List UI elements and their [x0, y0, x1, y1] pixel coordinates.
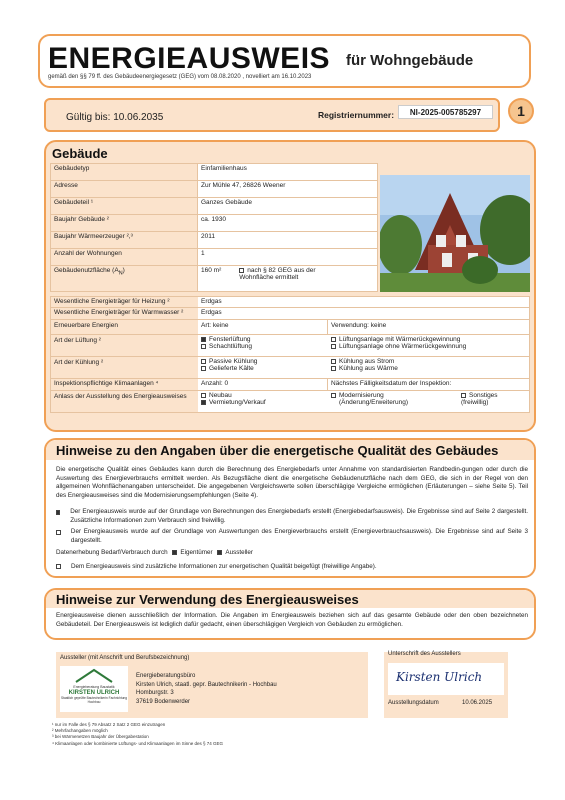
water-label: Wesentliche Energieträger für Warmwasser ² — [51, 308, 198, 319]
cool-option: Kühlung aus Strom — [339, 358, 395, 365]
vent-label: Art der Lüftung ² — [51, 335, 198, 356]
cool-col1 — [198, 357, 328, 378]
vent-option: Schachtlüftung — [209, 343, 253, 350]
option-bedarf — [56, 508, 528, 525]
row-label: Gebäudeteil ¹ — [51, 198, 198, 215]
footnote: ¹ nur im Falle des § 79 Absatz 2 Satz 2 GEG einzutragen — [52, 722, 166, 727]
vent-option: Lüftungsanlage mit Wärmerückgewinnung — [339, 336, 461, 343]
reason-option: Neubau — [209, 392, 232, 399]
clima-label: Inspektionspflichtige Klimaanlagen ⁴ — [51, 379, 198, 390]
checkbox-icon[interactable] — [56, 564, 61, 569]
reg-label: Registriernummer: — [318, 110, 395, 120]
logo-name: KIRSTEN ULRICH — [68, 690, 120, 697]
vent-option: Lüftungsanlage ohne Wärmerückgewinnung — [339, 343, 467, 350]
reason-col2 — [328, 391, 458, 412]
date-label: Ausstellungsdatum — [388, 700, 439, 706]
issuer-line: Homburgstr. 3 — [136, 690, 174, 696]
law-reference: gemäß den §§ 79 ff. des Gebäudeenergiegesetz (GEG) vom 08.08.2020 , novelliert am 16.10.2023 — [48, 74, 312, 80]
clima-date: Nächstes Fälligkeitsdatum der Inspektion: — [328, 379, 529, 390]
reason-option: Sonstiges (freiwillig) — [461, 392, 498, 406]
cool-label: Art der Kühlung ² — [51, 357, 198, 378]
reg-number: NI-2025-005785297 — [398, 105, 493, 119]
issuer-label: Aussteller (mit Anschrift und Berufsbezeichnung) — [60, 655, 190, 661]
doc-title: ENERGIEAUSWEIS — [48, 42, 331, 75]
valid-until: Gültig bis: 10.06.2035 — [66, 112, 164, 123]
option-verbrauch-text: Der Energieausweis wurde auf der Grundlage von Auswertungen des Energieverbrauchs erstellt (Energieverbrauchsausweis). Die Ergebnisse sind auf Seite 3 dargestellt. — [70, 528, 528, 544]
option-verbrauch — [56, 528, 528, 545]
checkbox-icon[interactable] — [201, 359, 206, 364]
energy-rows — [50, 296, 530, 413]
footnotes — [52, 722, 223, 747]
vent-col1 — [198, 335, 328, 356]
row-value: Zur Mühle 47, 26826 Weener — [198, 181, 378, 198]
cool-option: Kühlung aus Wärme — [339, 365, 398, 372]
footnote: ² Mehrfachangaben möglich — [52, 728, 108, 734]
data-collection — [56, 549, 253, 558]
house-photo — [380, 175, 530, 292]
checkbox-icon[interactable] — [201, 366, 206, 371]
issuer-line: Kirsten Ulrich, staatl. gepr. Bautechnikerin - Hochbau — [136, 681, 277, 688]
signature: Kirsten Ulrich — [396, 670, 483, 684]
reason-option: Vermietung/Verkauf — [209, 399, 266, 406]
checkbox-checked-icon[interactable] — [56, 510, 60, 515]
reason-option: Modernisierung (Änderung/Erweiterung) — [339, 392, 409, 406]
option-additional — [56, 563, 377, 572]
house-image — [380, 175, 530, 292]
hinweise-usage-text: Energieausweise dienen ausschließlich der Information. Die Angaben im Energieausweis beziehen sich auf das gesamte Gebäude oder den oben bezeichneten Gebäudeteil. Der Energieausweis ist lediglich dafür gedacht, einen überschlägigen Vergleich von Gebäuden zu ermöglichen. — [56, 612, 528, 628]
checkbox-icon[interactable] — [56, 530, 61, 535]
checkbox-icon[interactable] — [239, 268, 244, 273]
area-value: 160 m² — [201, 267, 222, 274]
gebaeude-title: Gebäude — [52, 146, 108, 161]
house-logo-icon — [74, 668, 114, 684]
signature-label: Unterschrift des Ausstellers — [388, 651, 461, 657]
row-label: Anzahl der Wohnungen — [51, 249, 198, 266]
cool-option: Gelieferte Kälte — [209, 365, 254, 372]
row-value: Einfamilienhaus — [198, 164, 378, 181]
footnote: ⁴ Klimaanlagen oder kombinierte Lüftungs- und Klimaanlagen im Sinne des § 74 GEG — [52, 740, 224, 746]
area-check-label: nach § 82 GEG aus der Wohnfläche ermittelt — [239, 267, 316, 281]
cool-option: Passive Kühlung — [209, 358, 258, 365]
owner-label: Eigentümer — [180, 549, 213, 556]
row-value: 2011 — [198, 232, 378, 249]
page-number: 1 — [508, 98, 534, 124]
hinweise-quality-title: Hinweise zu den Angaben über die energetische Qualität des Gebäudes — [56, 443, 499, 458]
issuer-option-label: Aussteller — [225, 549, 254, 556]
gebaeude-table — [50, 163, 378, 292]
row-value: Ganzes Gebäude — [198, 198, 378, 215]
renew-label: Erneuerbare Energien — [51, 320, 198, 334]
issuer-logo — [60, 666, 128, 712]
row-label: Gebäudetyp — [51, 164, 198, 181]
clima-count: Anzahl: 0 — [198, 379, 328, 390]
checkbox-icon[interactable] — [201, 344, 206, 349]
logo-sub: Staatlich geprüfte Bautechnikerin Fachrichtung Hochbau — [60, 696, 128, 705]
checkbox-icon[interactable] — [201, 393, 206, 398]
area-label-text: Gebäudenutzfläche (A — [54, 267, 119, 274]
checkbox-checked-icon[interactable] — [172, 550, 177, 555]
row-label: Adresse — [51, 181, 198, 198]
checkbox-icon[interactable] — [461, 393, 466, 398]
hinweise-usage-title: Hinweise zur Verwendung des Energieausweises — [56, 592, 359, 607]
checkbox-icon[interactable] — [331, 344, 336, 349]
checkbox-icon[interactable] — [331, 359, 336, 364]
data-collection-label: Datenerhebung Bedarf/Verbrauch durch — [56, 549, 168, 556]
doc-subtitle: für Wohngebäude — [346, 52, 474, 69]
logo-top: Energieberatung Baustatik — [73, 685, 115, 689]
issuer-line: 37619 Bodenwerder — [136, 698, 191, 705]
vent-option: Fensterlüftung — [209, 336, 251, 343]
heat-label: Wesentliche Energieträger für Heizung ² — [51, 297, 198, 307]
area-label-close: ) — [122, 267, 125, 274]
checkbox-icon[interactable] — [331, 366, 336, 371]
row-label: Baujahr Gebäude ² — [51, 215, 198, 232]
area-label-sub: N — [118, 270, 123, 277]
hinweise-quality-text: Die energetische Qualität eines Gebäudes kann durch die Berechnung des Energiebedarfs unter Annahme von standardisierten Randbedin-gungen oder durch die Auswertung des Energieverbrauchs ermittelt werden. Als Bezugsfläche dient die energetische Gebäudenutzfläche nach dem GEG, die sich in der Regel von den allgemeinen Wohnflächenangaben unterscheidet. Die angegebenen Vergleichswerte sollen überschlägige Vergleiche ermöglichen (Erläuterungen – siehe Seite 5). Teil des Energieausweises sind die Modernisierungsempfehlungen (Seite 4). — [56, 466, 528, 499]
area-label — [51, 266, 198, 292]
issuer-line: Energieberatungsbüro — [136, 673, 196, 679]
row-value: 1 — [198, 249, 378, 266]
heat-value: Erdgas — [198, 297, 529, 307]
checkbox-checked-icon[interactable] — [201, 337, 206, 342]
area-cell — [198, 266, 378, 292]
row-label: Baujahr Wärmeerzeuger ²,³ — [51, 232, 198, 249]
footnote: ³ bei Wärmenetzen Baujahr der Übergabestation — [52, 734, 149, 740]
reason-col3 — [458, 391, 529, 412]
cool-col2 — [328, 357, 529, 378]
checkbox-icon[interactable] — [331, 337, 336, 342]
issuer-address — [136, 672, 277, 706]
option-bedarf-text: Der Energieausweis wurde auf der Grundlage von Berechnungen des Energiebedarfs erstellt (Energiebedarfsausweis). Die Ergebnisse sind auf Seite 2 dargestellt. Zusätzliche Informationen zum Verbrauch sind freiwillig. — [70, 508, 528, 524]
checkbox-icon[interactable] — [331, 393, 336, 398]
option-additional-text: Dem Energieausweis sind zusätzliche Informationen zur energetischen Qualität beigefügt (freiwillige Angabe). — [71, 563, 377, 570]
checkbox-checked-icon[interactable] — [201, 400, 206, 405]
reason-label: Anlass der Ausstellung des Energieausweises — [51, 391, 198, 412]
renew-use: Verwendung: keine — [328, 320, 529, 334]
issue-date: 10.06.2025 — [462, 700, 493, 706]
renew-art: Art: keine — [198, 320, 328, 334]
water-value: Erdgas — [198, 308, 529, 319]
reason-col1 — [198, 391, 328, 412]
checkbox-checked-icon[interactable] — [217, 550, 222, 555]
vent-col2 — [328, 335, 529, 356]
row-value: ca. 1930 — [198, 215, 378, 232]
